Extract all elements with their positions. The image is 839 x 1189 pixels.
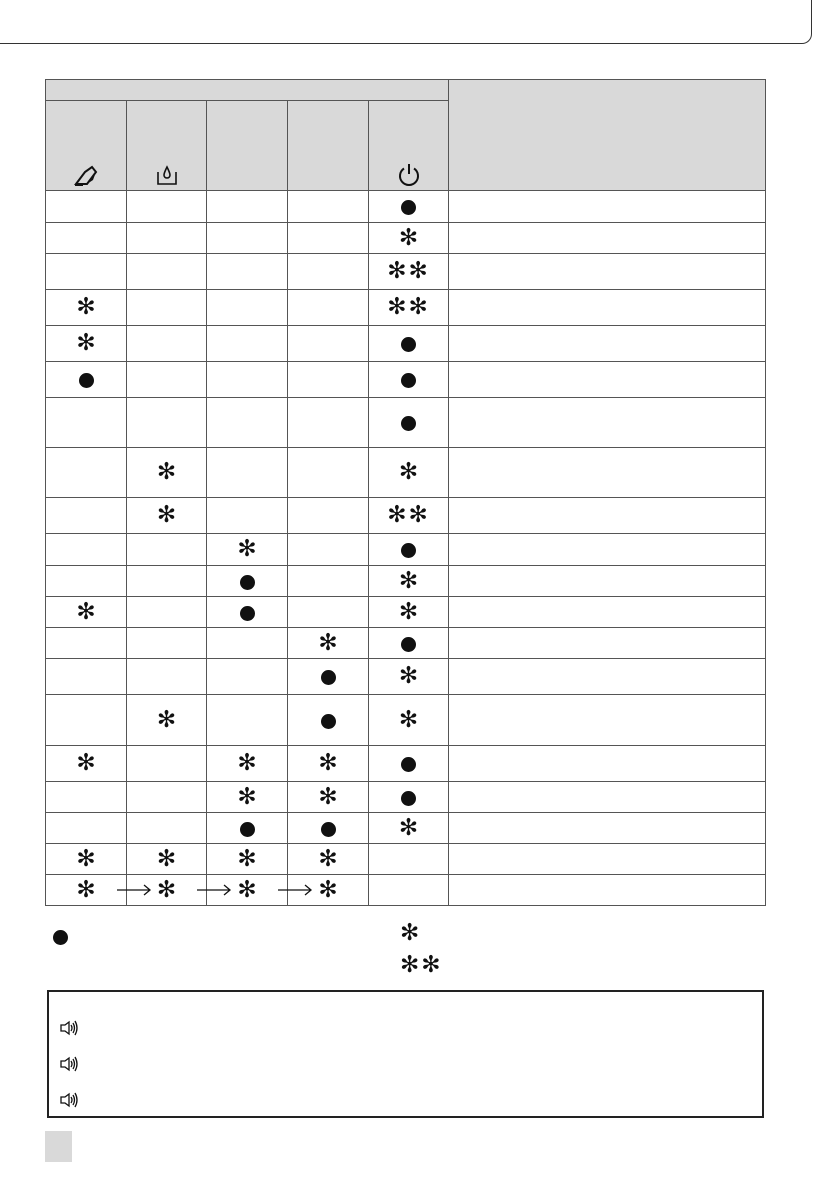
speaker-sound-icon — [60, 1092, 80, 1108]
indicator-cell — [46, 448, 127, 498]
steady-light-icon — [401, 337, 416, 352]
indicator-cell — [46, 254, 127, 290]
indicator-cell — [46, 398, 127, 448]
table-row — [46, 566, 766, 597]
indicator-cell — [288, 326, 369, 362]
indicator-cell — [127, 191, 207, 223]
indicator-cell — [288, 844, 369, 875]
indicator-cell — [288, 628, 369, 659]
description-cell — [449, 566, 766, 597]
blink-light-icon: ✻ — [318, 783, 338, 810]
indicator-cell — [288, 498, 369, 534]
indicator-cell — [369, 191, 449, 223]
speaker-sound-icon — [60, 1020, 80, 1036]
blink-light-icon: ✻ — [156, 876, 177, 903]
indicator-cell — [127, 326, 207, 362]
table-row — [46, 398, 766, 448]
blink-light-icon: ✻ — [398, 663, 419, 689]
crop-mark — [0, 0, 812, 44]
indicator-cell — [207, 844, 288, 875]
indicator-cell — [369, 398, 449, 448]
arrow-right-icon — [278, 884, 314, 896]
indicator-cell — [369, 254, 449, 290]
steady-light-icon — [401, 791, 416, 806]
indicator-cell — [46, 746, 127, 782]
indicator-cell — [46, 782, 127, 813]
indicator-cell — [288, 254, 369, 290]
blink-light-icon: ✻ — [318, 629, 338, 656]
indicator-cell — [288, 695, 369, 746]
indicator-cell — [207, 695, 288, 746]
indicator-cell — [207, 254, 288, 290]
indicator-cell — [207, 813, 288, 844]
blink-light-icon: ✻ — [398, 814, 419, 841]
indicator-cell — [127, 746, 207, 782]
indicator-cell — [207, 746, 288, 782]
indicator-cell — [46, 362, 127, 398]
steady-light-icon — [401, 200, 416, 215]
table-row — [46, 659, 766, 695]
table-row — [46, 448, 766, 498]
description-cell — [449, 844, 766, 875]
indicator-cell — [207, 191, 288, 223]
steady-light-icon — [401, 416, 416, 431]
table-row — [46, 628, 766, 659]
steady-light-icon — [240, 606, 255, 621]
description-cell — [449, 875, 766, 906]
blink-light-icon: ✻ — [76, 750, 96, 776]
description-cell — [449, 498, 766, 534]
header-col4 — [288, 101, 369, 191]
description-cell — [449, 534, 766, 566]
fast-blink-light-icon: ✻✻ — [387, 294, 430, 320]
indicator-cell — [369, 290, 449, 326]
speaker-sound-icon — [60, 1056, 80, 1072]
indicator-cell — [46, 695, 127, 746]
blink-light-icon: ✻ — [76, 845, 96, 872]
power-icon — [397, 163, 421, 187]
blink-light-icon: ✻ — [156, 706, 177, 733]
pen-tag-icon — [73, 164, 99, 186]
indicator-cell — [369, 362, 449, 398]
indicator-cell — [207, 448, 288, 498]
indicator-cell — [127, 875, 207, 906]
indicator-cell — [127, 290, 207, 326]
indicator-cell — [127, 534, 207, 566]
indicator-cell — [288, 191, 369, 223]
indicator-cell — [127, 597, 207, 628]
blink-light-icon: ✻ — [156, 845, 177, 872]
blink-light-icon: ✻ — [398, 706, 419, 733]
table-row — [46, 223, 766, 254]
legend-dot-icon — [53, 930, 68, 945]
indicator-cell — [369, 326, 449, 362]
description-cell — [449, 746, 766, 782]
indicator-cell — [46, 326, 127, 362]
indicator-cell — [369, 498, 449, 534]
indicator-cell — [207, 498, 288, 534]
fast-blink-light-icon: ✻✻ — [387, 502, 430, 528]
table-row — [46, 813, 766, 844]
steady-light-icon — [401, 757, 416, 772]
steady-light-icon — [79, 373, 94, 388]
legend-double-asterisk-icon: ✻✻ — [400, 952, 443, 978]
notes-box — [47, 990, 764, 1118]
steady-light-icon — [240, 575, 255, 590]
table-row — [46, 844, 766, 875]
indicator-cell — [288, 746, 369, 782]
blink-light-icon: ✻ — [318, 876, 338, 903]
header-col2 — [127, 101, 207, 191]
indicator-cell — [46, 498, 127, 534]
blink-light-icon: ✻ — [237, 845, 257, 872]
indicator-cell — [207, 398, 288, 448]
indicator-cell — [369, 566, 449, 597]
header-description — [449, 80, 766, 191]
blink-light-icon: ✻ — [398, 224, 419, 251]
header-col1 — [46, 101, 127, 191]
water-drop-icon — [155, 164, 179, 186]
indicator-cell — [207, 659, 288, 695]
indicator-cell — [46, 290, 127, 326]
description-cell — [449, 191, 766, 223]
table-row — [46, 534, 766, 566]
table-row — [46, 746, 766, 782]
steady-light-icon — [240, 822, 255, 837]
indicator-cell — [288, 534, 369, 566]
arrow-right-icon — [197, 884, 233, 896]
description-cell — [449, 448, 766, 498]
table-row — [46, 875, 766, 906]
indicator-cell — [369, 746, 449, 782]
table-row — [46, 254, 766, 290]
blink-light-icon: ✻ — [398, 567, 419, 594]
description-cell — [449, 223, 766, 254]
indicator-cell — [207, 326, 288, 362]
indicator-cell — [369, 448, 449, 498]
steady-light-icon — [321, 670, 336, 685]
table-row — [46, 782, 766, 813]
indicator-cell — [127, 782, 207, 813]
indicator-cell — [288, 398, 369, 448]
steady-light-icon — [321, 714, 336, 729]
indicator-cell — [207, 628, 288, 659]
indicator-cell — [46, 534, 127, 566]
indicator-cell — [127, 362, 207, 398]
description-cell — [449, 326, 766, 362]
indicator-cell — [369, 223, 449, 254]
blink-light-icon: ✻ — [76, 598, 96, 625]
indicator-cell — [46, 223, 127, 254]
table-row — [46, 191, 766, 223]
description-cell — [449, 290, 766, 326]
indicator-cell — [46, 566, 127, 597]
indicator-cell — [369, 695, 449, 746]
indicator-cell — [127, 695, 207, 746]
indicator-cell — [288, 448, 369, 498]
indicator-cell — [46, 813, 127, 844]
indicator-cell — [369, 844, 449, 875]
steady-light-icon — [401, 543, 416, 558]
description-cell — [449, 695, 766, 746]
indicator-cell — [46, 659, 127, 695]
indicator-cell — [207, 566, 288, 597]
indicator-cell — [207, 362, 288, 398]
indicator-rows — [46, 191, 766, 906]
blink-light-icon: ✻ — [318, 750, 338, 776]
indicator-cell — [288, 875, 369, 906]
table-row — [46, 695, 766, 746]
header-col5 — [369, 101, 449, 191]
indicator-cell — [46, 628, 127, 659]
indicator-table — [45, 79, 766, 906]
blink-light-icon: ✻ — [318, 845, 338, 872]
page-number-box — [45, 1131, 72, 1162]
indicator-cell — [207, 223, 288, 254]
description-cell — [449, 254, 766, 290]
indicator-cell — [127, 223, 207, 254]
blink-light-icon: ✻ — [156, 502, 177, 528]
description-cell — [449, 362, 766, 398]
steady-light-icon — [401, 373, 416, 388]
indicator-cell — [127, 659, 207, 695]
blink-light-icon: ✻ — [76, 876, 96, 903]
indicator-cell — [207, 290, 288, 326]
steady-light-icon — [321, 822, 336, 837]
blink-light-icon: ✻ — [76, 294, 96, 320]
table-row — [46, 290, 766, 326]
legend-asterisk-icon: ✻ — [400, 920, 420, 946]
steady-light-icon — [401, 637, 416, 652]
indicator-cell — [127, 398, 207, 448]
indicator-cell — [46, 597, 127, 628]
header-col3 — [207, 101, 288, 191]
description-cell — [449, 628, 766, 659]
indicator-cell — [127, 498, 207, 534]
indicator-cell — [288, 659, 369, 695]
table-row — [46, 326, 766, 362]
blink-light-icon: ✻ — [237, 750, 257, 776]
blink-light-icon: ✻ — [156, 459, 177, 485]
indicator-cell — [127, 813, 207, 844]
indicator-cell — [207, 782, 288, 813]
indicator-cell — [288, 813, 369, 844]
table-row — [46, 498, 766, 534]
indicator-cell — [369, 782, 449, 813]
blink-light-icon: ✻ — [237, 876, 257, 903]
fast-blink-light-icon: ✻✻ — [387, 258, 430, 284]
indicator-cell — [288, 597, 369, 628]
indicator-cell — [207, 597, 288, 628]
indicator-cell — [46, 875, 127, 906]
indicator-cell — [46, 191, 127, 223]
table-row — [46, 362, 766, 398]
description-cell — [449, 813, 766, 844]
table-row — [46, 597, 766, 628]
arrow-right-icon — [117, 884, 153, 896]
indicator-cell — [207, 875, 288, 906]
description-cell — [449, 398, 766, 448]
indicator-cell — [207, 534, 288, 566]
header-indicators-group — [46, 80, 449, 101]
blink-light-icon: ✻ — [237, 536, 257, 562]
indicator-cell — [288, 782, 369, 813]
description-cell — [449, 659, 766, 695]
indicator-cell — [127, 566, 207, 597]
indicator-cell — [288, 223, 369, 254]
indicator-cell — [46, 844, 127, 875]
indicator-cell — [369, 813, 449, 844]
description-cell — [449, 782, 766, 813]
blink-light-icon: ✻ — [398, 598, 419, 625]
indicator-cell — [288, 290, 369, 326]
indicator-cell — [369, 659, 449, 695]
indicator-cell — [369, 534, 449, 566]
indicator-cell — [127, 628, 207, 659]
indicator-cell — [369, 597, 449, 628]
indicator-cell — [127, 254, 207, 290]
indicator-cell — [369, 875, 449, 906]
indicator-cell — [288, 362, 369, 398]
indicator-cell — [369, 628, 449, 659]
description-cell — [449, 597, 766, 628]
blink-light-icon: ✻ — [398, 459, 419, 485]
blink-light-icon: ✻ — [237, 783, 257, 810]
indicator-cell — [127, 448, 207, 498]
indicator-cell — [127, 844, 207, 875]
blink-light-icon: ✻ — [76, 330, 96, 356]
indicator-cell — [288, 566, 369, 597]
